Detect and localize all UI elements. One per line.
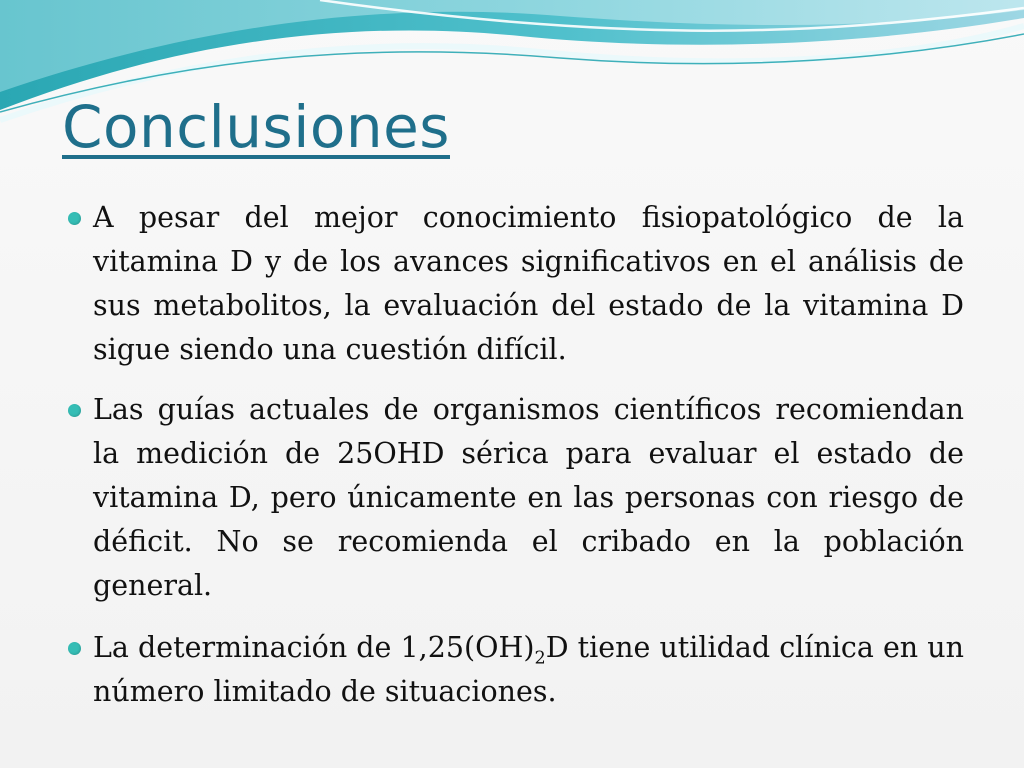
bullet-text-3-before: La determinación de 1,25(OH) xyxy=(93,631,535,664)
bullet-text-3-after: D tiene utilidad clínica en un número limitado de situaciones. xyxy=(93,631,965,708)
bullet-item-3 xyxy=(62,626,964,714)
bullet-item-2 xyxy=(62,388,964,608)
bullet-text-2: Las guías actuales de organismos científicos recomiendan la medición de 25OHD sérica para evaluar el estado de vitamina D, pero únicamente en las personas con riesgo de déficit. No se recomienda el cribado en la población general. xyxy=(93,393,964,602)
slide-title: Conclusiones xyxy=(62,93,450,161)
bullet-dot-icon xyxy=(68,404,81,417)
bullet-list xyxy=(62,196,964,730)
bullet-text-3-subscript: 2 xyxy=(534,648,546,669)
bullet-text-1: A pesar del mejor conocimiento fisiopatológico de la vitamina D y de los avances significativos en el análisis de sus metabolitos, la evaluación del estado de la vitamina D sigue siendo una cuestión difícil. xyxy=(93,201,964,366)
bullet-item-1 xyxy=(62,196,964,372)
bullet-dot-icon xyxy=(68,212,81,225)
bullet-dot-icon xyxy=(68,642,81,655)
